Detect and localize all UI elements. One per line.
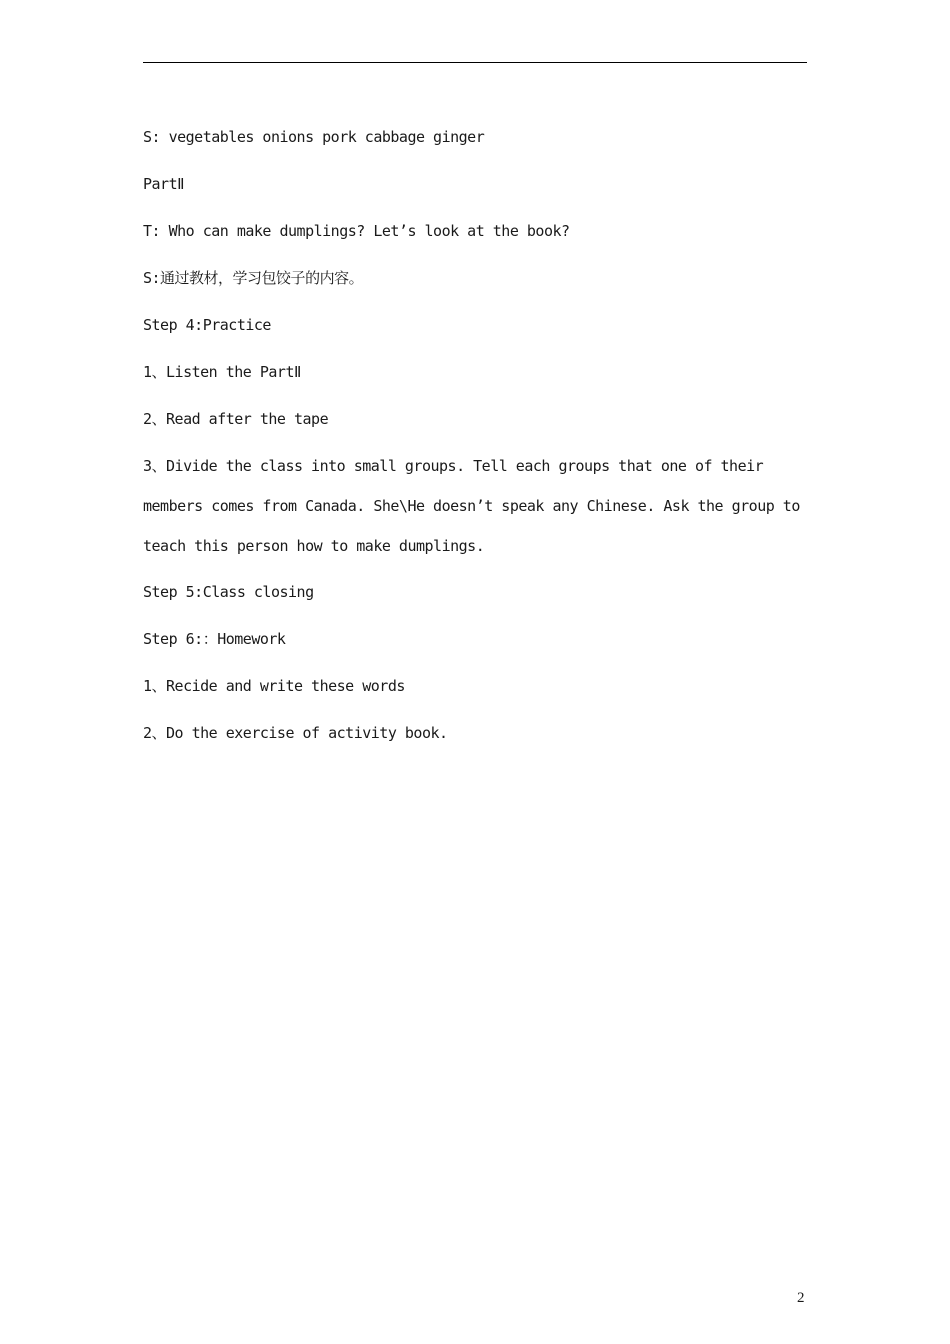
line-homework-item-2: 2、Do the exercise of activity book. bbox=[143, 724, 448, 742]
line-vocabulary: S: vegetables onions pork cabbage ginger bbox=[143, 128, 485, 146]
line-homework-item-1: 1、Recide and write these words bbox=[143, 677, 405, 695]
line-practice-item-2: 2、Read after the tape bbox=[143, 410, 329, 428]
line-practice-item-3-cont-2: teach this person how to make dumplings. bbox=[143, 537, 485, 555]
line-part-two-heading: PartⅡ bbox=[143, 175, 185, 193]
header-rule bbox=[143, 62, 807, 63]
line-teacher-question: T: Who can make dumplings? Let’s look at the book? bbox=[143, 222, 570, 240]
line-step-4-heading: Step 4:Practice bbox=[143, 316, 271, 334]
line-step-5-heading: Step 5:Class closing bbox=[143, 583, 314, 601]
line-student-activity: S:通过教材，学习包饺子的内容。 bbox=[143, 269, 364, 287]
line-practice-item-3-cont-1: members comes from Canada. She\He doesn’t speak any Chinese. Ask the group to bbox=[143, 497, 800, 515]
line-step-6-heading: Step 6:：Homework bbox=[143, 630, 286, 648]
page-number: 2 bbox=[797, 1290, 805, 1306]
line-practice-item-1: 1、Listen the PartⅡ bbox=[143, 363, 301, 381]
line-practice-item-3: 3、Divide the class into small groups. Tell each groups that one of their bbox=[143, 457, 764, 475]
